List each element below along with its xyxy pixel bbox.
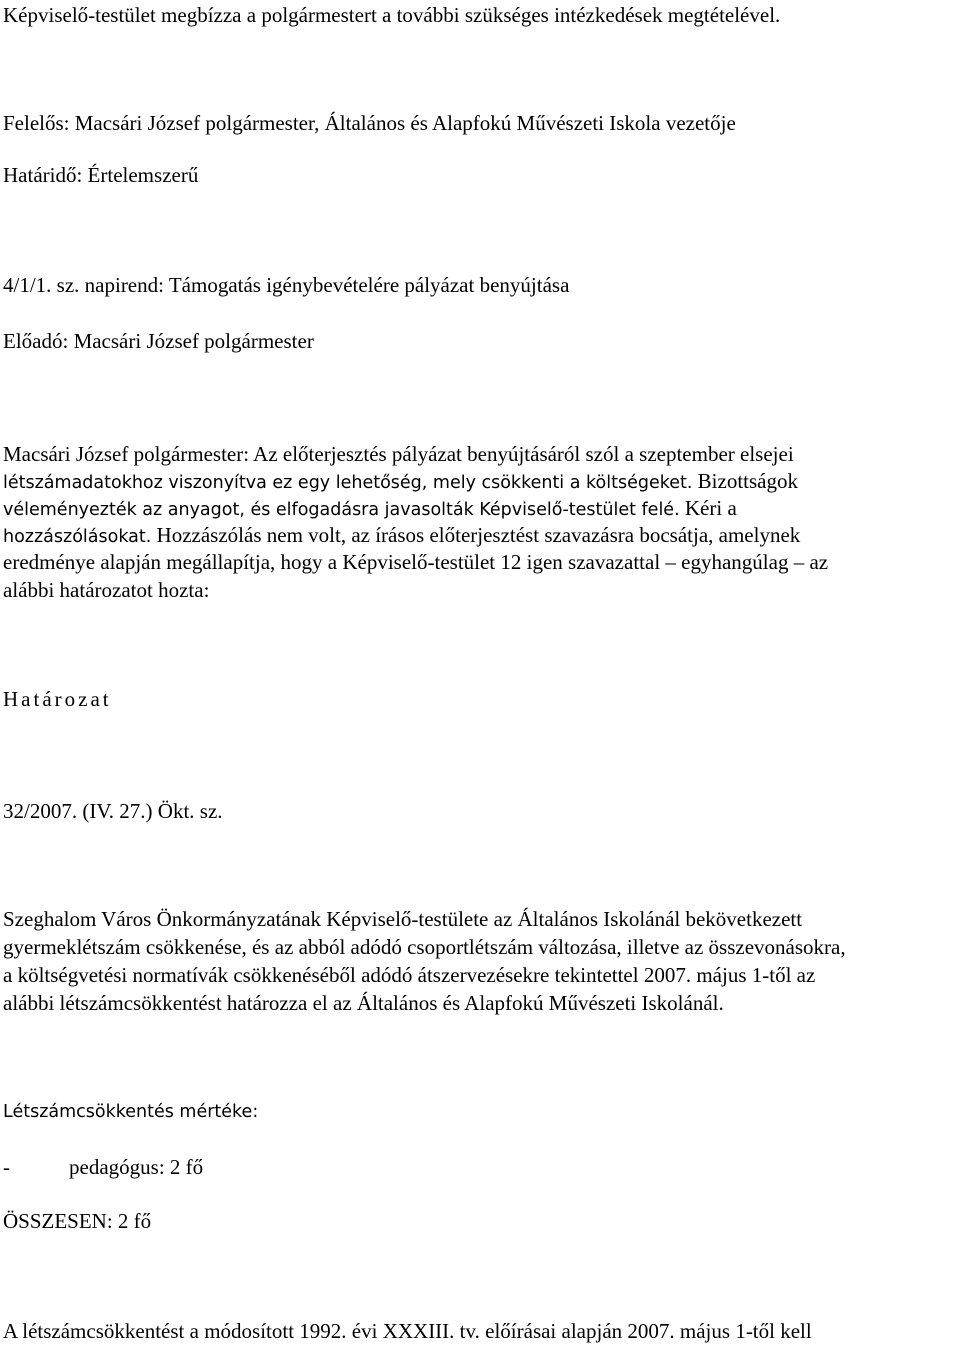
serif-text-segment: Hozzászólás nem volt, az írásos előterjesztést szavazásra bocsátja, amelynek bbox=[151, 523, 801, 547]
agenda-item-title: 4/1/1. sz. napirend: Támogatás igénybevételére pályázat benyújtása bbox=[3, 273, 570, 297]
responsible-line: Felelős: Macsári József polgármester, Általános és Alapfokú Művészeti Iskola vezetője bbox=[3, 111, 736, 135]
paragraph-line bbox=[3, 495, 737, 523]
list-item bbox=[3, 1154, 203, 1180]
sans-text-segment: hozzászólásokat. bbox=[3, 527, 152, 547]
paragraph-line bbox=[3, 522, 800, 550]
resolution-text-line: gyermeklétszám csökkenése, és az abból adódó csoportlétszám változása, illetve az összevonásokra, bbox=[3, 935, 846, 959]
serif-text-segment: Kéri a bbox=[679, 496, 737, 520]
serif-text-segment: Bizottságok bbox=[692, 469, 798, 493]
resolution-text-line: Szeghalom Város Önkormányzatának Képviselő-testülete az Általános Iskolánál bekövetkezett bbox=[3, 907, 803, 931]
paragraph-line bbox=[3, 468, 798, 496]
reduction-heading: Létszámcsökkentés mértéke: bbox=[3, 1102, 259, 1122]
paragraph-line: A létszámcsökkentést a módosított 1992. évi XXXIII. tv. előírásai alapján 2007. május 1-től kell bbox=[3, 1319, 812, 1343]
paragraph-line: Képviselő-testület megbízza a polgármestert a további szükséges intézkedések megtételével. bbox=[3, 3, 781, 27]
resolution-heading: Határozat bbox=[3, 687, 112, 711]
paragraph-line: alábbi határozatot hozta: bbox=[3, 578, 210, 602]
total-line: ÖSSZESEN: 2 fő bbox=[3, 1209, 152, 1233]
list-item-text: pedagógus: 2 fő bbox=[69, 1155, 204, 1179]
resolution-text-line: alábbi létszámcsökkentést határozza el az Általános és Alapfokú Művészeti Iskolánál. bbox=[3, 991, 724, 1015]
list-dash: - bbox=[3, 1155, 10, 1179]
paragraph-line: eredménye alapján megállapítja, hogy a Képviselő-testület 12 igen szavazattal – egyhangúlag – az bbox=[3, 550, 829, 574]
sans-text-segment: létszámadatokhoz viszonyítva ez egy lehetőség, mely csökkenti a költségeket. bbox=[3, 473, 693, 493]
presenter-line: Előadó: Macsári József polgármester bbox=[3, 329, 314, 353]
resolution-number: 32/2007. (IV. 27.) Ökt. sz. bbox=[3, 799, 223, 823]
deadline-line: Határidő: Értelemszerű bbox=[3, 163, 199, 187]
resolution-text-line: a költségvetési normatívák csökkenéséből adódó átszervezésekre tekintettel 2007. május 1-től az bbox=[3, 963, 816, 987]
paragraph-line: Macsári József polgármester: Az előterjesztés pályázat benyújtásáról szól a szeptember elsejei bbox=[3, 442, 794, 466]
sans-text-segment: véleményezték az anyagot, és elfogadásra javasolták Képviselő-testület felé. bbox=[3, 500, 680, 520]
